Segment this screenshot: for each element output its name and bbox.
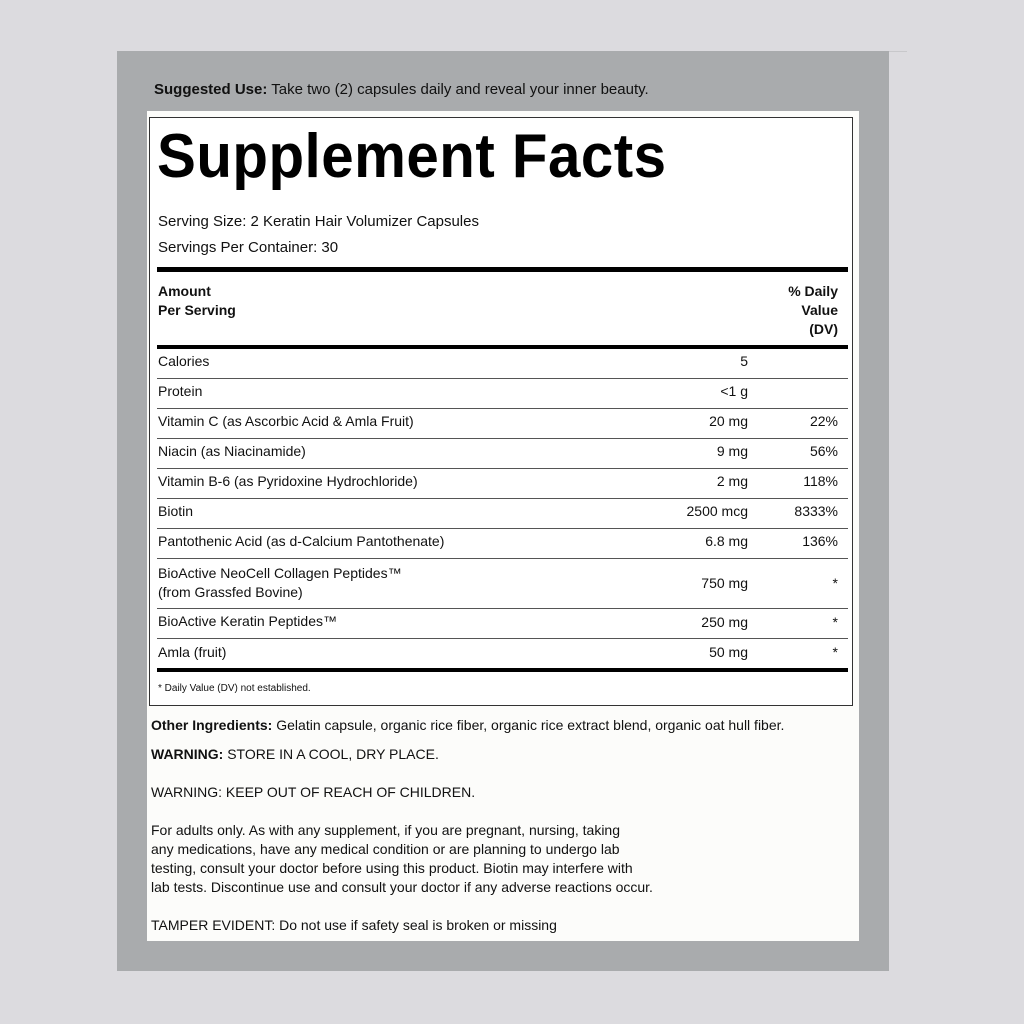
other-ingredients bbox=[151, 716, 784, 735]
header-line: Value bbox=[801, 302, 838, 318]
header-line: % Daily bbox=[788, 283, 838, 299]
warning-storage bbox=[151, 745, 439, 764]
nutrient-amount: <1 g bbox=[720, 383, 748, 399]
nutrient-amount: 750 mg bbox=[701, 575, 748, 591]
daily-value-header bbox=[788, 282, 838, 339]
nutrient-dv: 8333% bbox=[794, 503, 838, 519]
suggested-use-text: Take two (2) capsules daily and reveal your inner beauty. bbox=[267, 81, 649, 98]
nutrient-dv: * bbox=[832, 575, 838, 591]
table-row bbox=[157, 639, 848, 668]
nutrient-name: Calories bbox=[158, 353, 210, 369]
table-row bbox=[157, 609, 848, 639]
nutrient-amount: 50 mg bbox=[709, 644, 748, 660]
table-row bbox=[157, 559, 848, 609]
nutrient-name: BioActive Keratin Peptides™ bbox=[158, 613, 337, 629]
serving-size: Serving Size: 2 Keratin Hair Volumizer Capsules bbox=[158, 213, 479, 230]
table-row bbox=[157, 469, 848, 499]
nutrient-name: Vitamin B-6 (as Pyridoxine Hydrochloride) bbox=[158, 473, 418, 489]
nutrient-name: Biotin bbox=[158, 503, 194, 519]
nutrient-amount: 20 mg bbox=[709, 413, 748, 429]
adults-warning bbox=[151, 821, 653, 897]
warning-text: STORE IN A COOL, DRY PLACE. bbox=[223, 746, 439, 762]
paragraph-line: testing, consult your doctor before using this product. Biotin may interfere with bbox=[151, 860, 633, 876]
warning-children: WARNING: KEEP OUT OF REACH OF CHILDREN. bbox=[151, 784, 476, 800]
amount-per-serving-header bbox=[158, 282, 236, 320]
suggested-use bbox=[154, 80, 649, 100]
nutrient-amount: 6.8 mg bbox=[705, 533, 748, 549]
nutrient-name-detail: (from Grassfed Bovine) bbox=[158, 584, 303, 600]
nutrient-amount: 5 bbox=[740, 353, 748, 369]
nutrient-name: Protein bbox=[158, 383, 203, 399]
supplement-facts-title: Supplement Facts bbox=[157, 122, 667, 191]
table-row bbox=[157, 499, 848, 529]
nutrient-dv: 56% bbox=[809, 443, 838, 459]
table-row bbox=[157, 529, 848, 559]
nutrient-amount: 2500 mcg bbox=[686, 503, 748, 519]
other-ingredients-text: Gelatin capsule, organic rice fiber, organic rice extract blend, organic oat hull fiber. bbox=[272, 717, 785, 733]
nutrient-name: Amla (fruit) bbox=[158, 644, 227, 660]
warning-label: WARNING: bbox=[151, 746, 224, 762]
table-row bbox=[157, 409, 848, 439]
header-line: Amount bbox=[158, 283, 211, 299]
thick-rule bbox=[157, 668, 848, 672]
paragraph-line: lab tests. Discontinue use and consult your doctor if any adverse reactions occur. bbox=[151, 879, 653, 895]
paragraph-line: For adults only. As with any supplement, if you are pregnant, nursing, taking bbox=[151, 822, 620, 838]
nutrient-dv: 22% bbox=[809, 413, 838, 429]
nutrient-dv: 136% bbox=[802, 533, 838, 549]
table-row bbox=[157, 439, 848, 469]
suggested-use-label: Suggested Use: bbox=[154, 81, 268, 98]
header-line: (DV) bbox=[809, 321, 838, 337]
dv-footnote: * Daily Value (DV) not established. bbox=[158, 683, 311, 694]
paragraph-line: any medications, have any medical condition or are planning to undergo lab bbox=[151, 841, 620, 857]
table-row bbox=[157, 349, 848, 379]
nutrient-amount: 250 mg bbox=[701, 614, 748, 630]
other-ingredients-label: Other Ingredients: bbox=[151, 717, 273, 733]
tamper-evident: TAMPER EVIDENT: Do not use if safety seal is broken or missing bbox=[151, 917, 557, 933]
nutrient-name: BioActive NeoCell Collagen Peptides™ bbox=[158, 565, 402, 581]
nutrient-name: Pantothenic Acid (as d-Calcium Pantothenate) bbox=[158, 533, 445, 549]
nutrient-amount: 9 mg bbox=[716, 443, 748, 459]
nutrient-dv: * bbox=[832, 614, 838, 630]
divider bbox=[889, 51, 907, 52]
nutrient-dv: * bbox=[832, 644, 838, 660]
nutrient-name: Vitamin C (as Ascorbic Acid & Amla Fruit) bbox=[158, 413, 414, 429]
header-line: Per Serving bbox=[158, 302, 236, 318]
nutrient-dv: 118% bbox=[803, 473, 838, 489]
nutrient-name: Niacin (as Niacinamide) bbox=[158, 443, 306, 459]
thick-rule bbox=[157, 267, 848, 272]
nutrient-amount: 2 mg bbox=[716, 473, 748, 489]
table-row bbox=[157, 379, 848, 409]
servings-per-container: Servings Per Container: 30 bbox=[158, 239, 339, 256]
